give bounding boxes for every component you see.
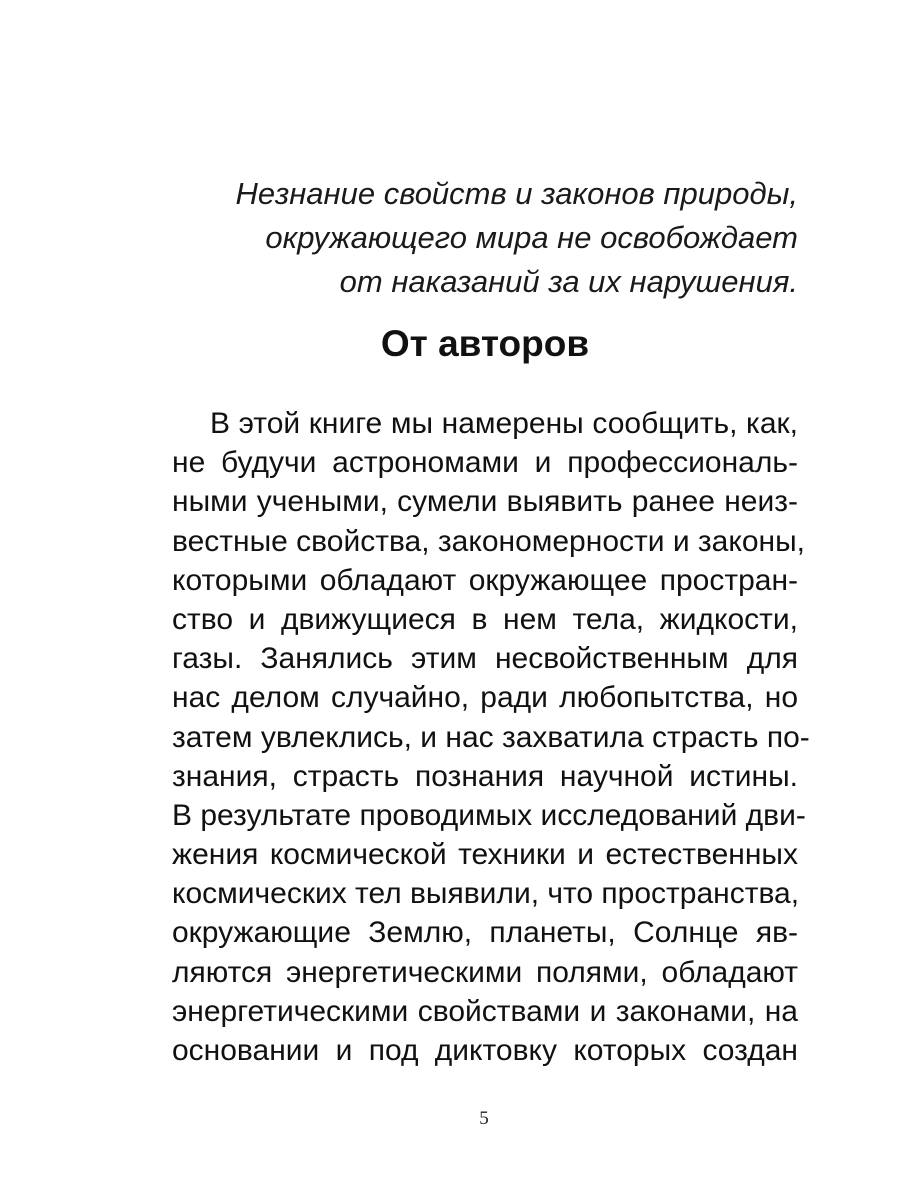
epigraph-line: Незнание свойств и законов природы,	[235, 176, 798, 211]
paragraph-line: энергетическими свойствами и законами, на	[172, 994, 798, 1028]
paragraph-line: ство и движущиеся в нем тела, жидкости,	[172, 602, 798, 636]
paragraph-line: ляются энергетическими полями, обладают	[172, 955, 798, 989]
page-number: 5	[479, 1108, 489, 1129]
paragraph-line: газы. Занялись этим несвойственным для	[172, 642, 798, 676]
epigraph-line: от наказаний за их нарушения.	[339, 264, 798, 299]
epigraph-line: окружающего мира не освобождает	[265, 220, 798, 255]
epigraph	[150, 172, 798, 304]
paragraph-line: затем увлеклись, и нас захватила страсть по-	[172, 720, 810, 754]
paragraph-line: В этой книге мы намерены сообщить, как,	[210, 407, 798, 440]
paragraph-line: не будучи астрономами и профессиональ-	[172, 446, 798, 480]
paragraph-line: космических тел выявили, что пространства,	[172, 877, 800, 911]
paragraph-line: знания, страсть познания научной истины.	[172, 759, 798, 793]
paragraph-line: которыми обладают окружающее простран-	[172, 563, 798, 597]
paragraph-line: нас делом случайно, ради любопытства, но	[172, 681, 798, 715]
paragraph-line: основании и под диктовку которых создан	[172, 1034, 798, 1067]
body-paragraph	[172, 404, 810, 1070]
paragraph-line: ными учеными, сумели выявить ранее неиз-	[172, 485, 798, 519]
paragraph-line: окружающие Землю, планеты, Солнце яв-	[172, 916, 798, 950]
paragraph-line: В результате проводимых исследований дви-	[172, 798, 806, 832]
section-heading: От авторов	[380, 323, 590, 364]
paragraph-line: вестные свойства, закономерности и законы,	[172, 524, 805, 558]
paragraph-line: жения космической техники и естественных	[172, 838, 798, 872]
